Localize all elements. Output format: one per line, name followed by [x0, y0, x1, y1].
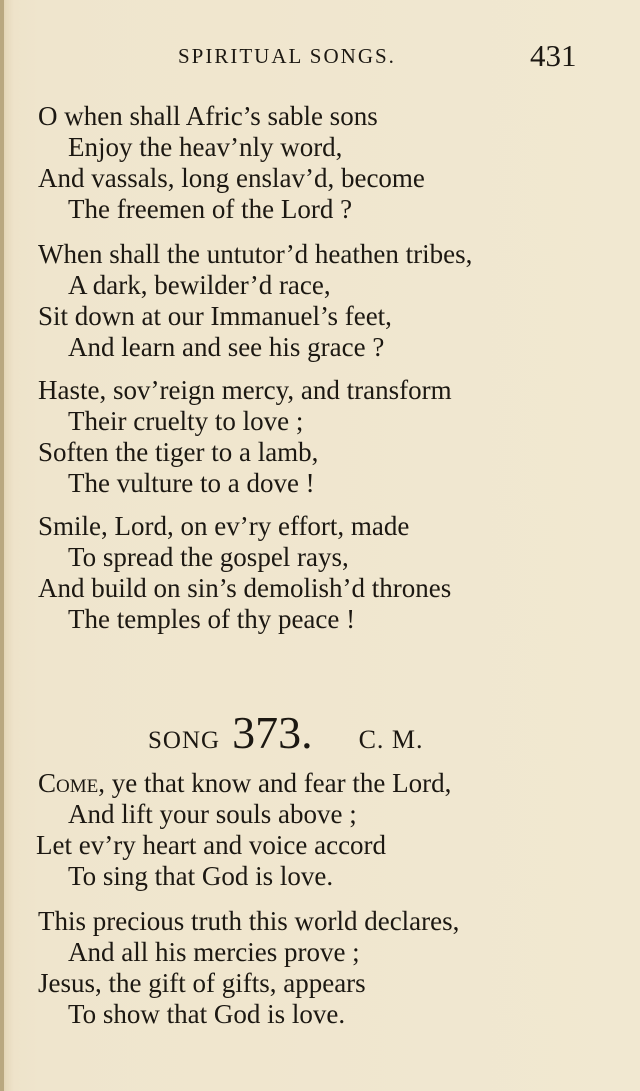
running-head: SPIRITUAL SONGS. [178, 44, 396, 68]
song-number: 373. [232, 707, 313, 758]
song-stanza-2 [38, 906, 459, 1030]
spine-shadow [0, 0, 4, 1091]
verse-line: Jesus, the gift of gifts, appears [38, 968, 366, 998]
verse-line: The temples of thy peace ! [68, 604, 356, 634]
verse-line: Soften the tiger to a lamb, [38, 437, 319, 467]
song-heading [148, 706, 424, 759]
stanza-2 [38, 239, 472, 363]
verse-line: To spread the gospel rays, [68, 542, 349, 572]
verse-line: A dark, bewilder’d race, [68, 270, 331, 300]
stanza-1 [38, 101, 425, 225]
verse-line-rest: , ye that know and fear the Lord, [98, 768, 452, 798]
song-label: SONG [148, 727, 221, 754]
song-stanza-1 [38, 768, 451, 892]
verse-line: And all his mercies prove ; [68, 937, 360, 967]
verse-lead-word: Come [38, 768, 99, 798]
verse-line: To show that God is love. [68, 999, 346, 1029]
verse-line: Sit down at our Immanuel’s feet, [38, 301, 392, 331]
stanza-3 [38, 375, 452, 499]
verse-line: O when shall Afric’s sable sons [38, 101, 378, 131]
verse-line: And vassals, long enslav’d, become [38, 163, 425, 193]
verse-line: To sing that God is love. [68, 861, 334, 891]
verse-line: This precious truth this world declares, [38, 906, 460, 936]
verse-line: And learn and see his grace ? [68, 332, 385, 362]
verse-line [38, 768, 451, 799]
stanza-4 [38, 511, 451, 635]
verse-line: Their cruelty to love ; [68, 406, 304, 436]
verse-line: And build on sin’s demolish’d thrones [38, 573, 452, 603]
song-meter: C. M. [358, 725, 424, 754]
verse-line: Let ev’ry heart and voice accord [36, 830, 387, 860]
verse-line: The freemen of the Lord ? [68, 194, 353, 224]
verse-line: And lift your souls above ; [68, 799, 357, 829]
verse-line: Haste, sov’reign mercy, and transform [38, 375, 452, 405]
page-number: 431 [530, 38, 577, 73]
verse-line: The vulture to a dove ! [68, 468, 315, 498]
verse-line: Smile, Lord, on ev’ry effort, made [38, 511, 410, 541]
verse-line: Enjoy the heav’nly word, [68, 132, 343, 162]
verse-line: When shall the untutor’d heathen tribes, [38, 239, 473, 269]
